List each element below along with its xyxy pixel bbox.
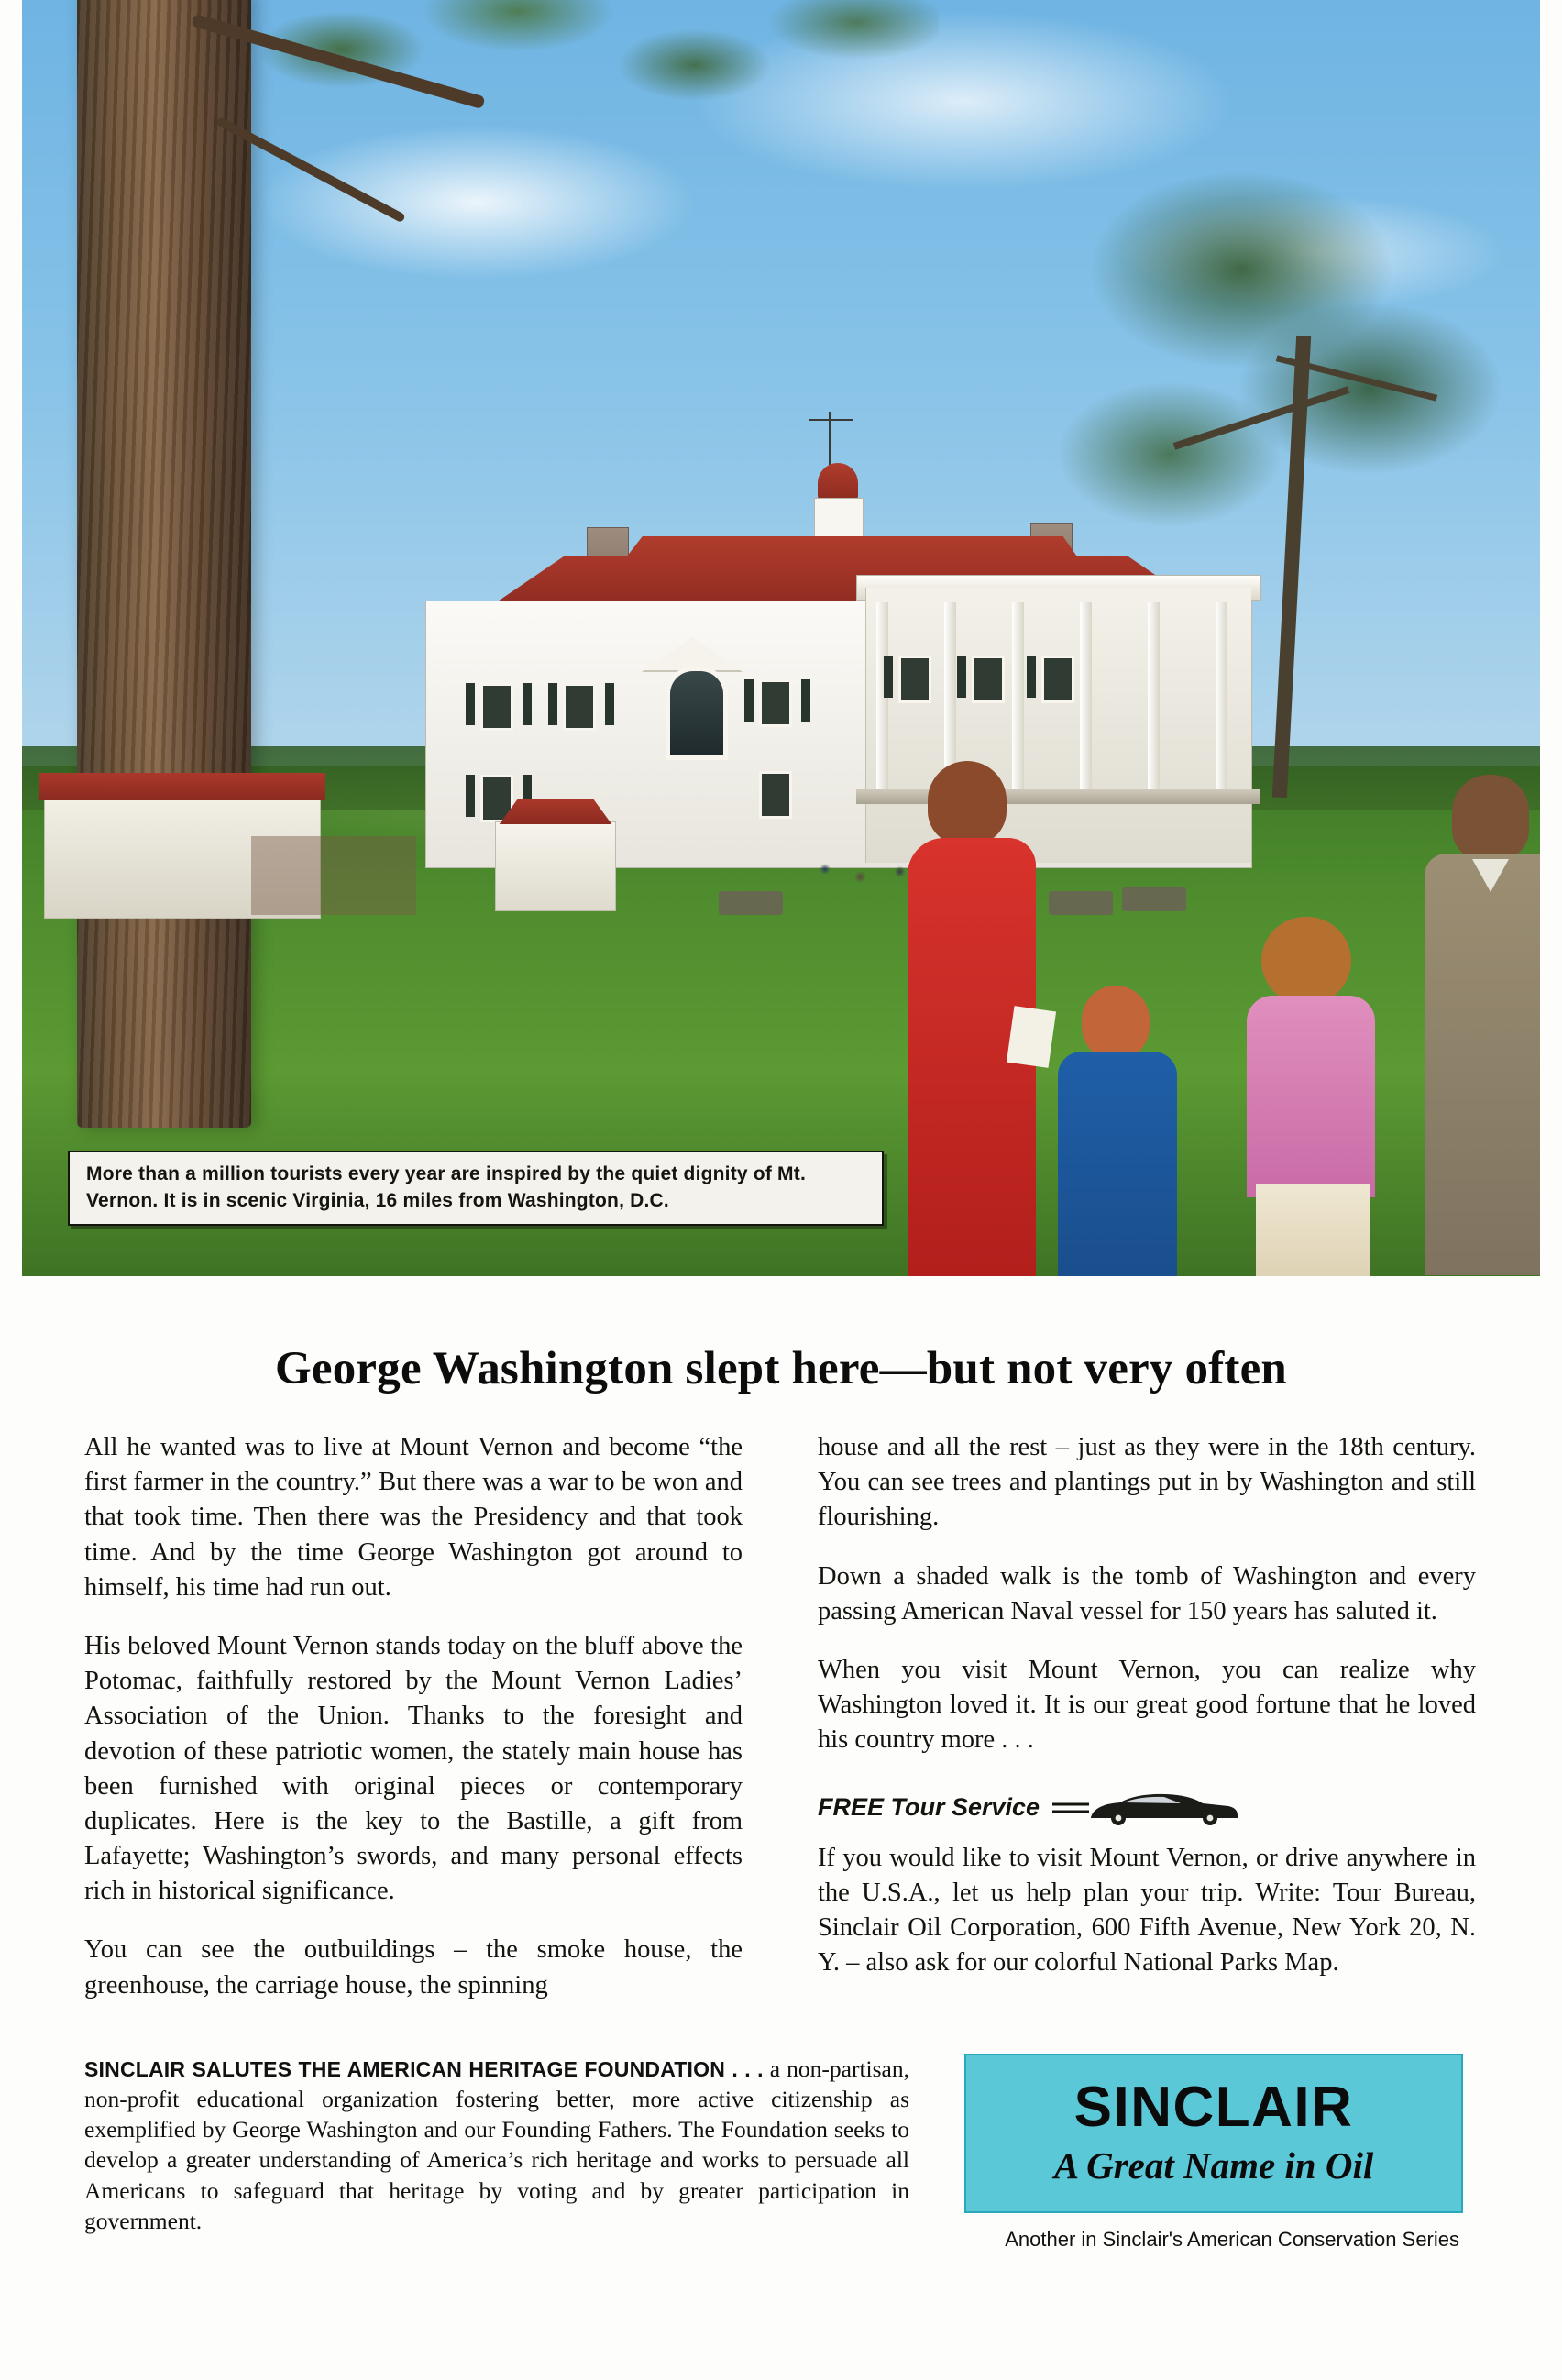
bench [719,891,783,915]
bench [1049,891,1113,915]
shutter [1027,656,1036,698]
small-outbuilding [495,821,616,911]
body-column-left [84,1430,742,2027]
portico-column [1148,602,1160,790]
arcade-walk [251,836,416,915]
window [759,679,792,727]
paragraph: Down a shaded walk is the tomb of Washington and every passing American Naval vessel for 150 years has saluted it. [818,1561,1476,1625]
window [972,656,1005,703]
shutter [548,683,557,725]
foreground-tree-trunk [77,0,251,1128]
photo-caption: More than a million tourists every year are inspired by the quiet dignity of Mt. Vernon. It is in scenic Virginia, 16 miles from Washington, D.C. [68,1151,884,1226]
palladian-window [666,667,728,760]
visitor-boy [1058,986,1177,1276]
shutter [957,656,966,698]
visitor-man [1424,775,1540,1274]
footer [84,2054,1478,2252]
free-tour-label: FREE Tour Service [818,1793,1040,1821]
shutter [466,775,475,817]
visitor-woman-in-red [902,761,1040,1274]
free-tour-paragraph: If you would like to visit Mount Vernon, or drive anywhere in the U.S.A., let us help plan your trip. Write: Tour Bureau, Sinclair Oil Corporation, 600 Fifth Avenue, New York 20, N. Y. – also ask for our colorful National Parks Map. [818,1843,1476,1978]
bench [1122,887,1186,911]
series-line: Another in Sinclair's American Conservation Series [1005,2228,1459,2251]
mount-vernon-photo [22,0,1540,1276]
paragraph: His beloved Mount Vernon stands today on the bluff above the Potomac, faithfully restored by the Mount Vernon Ladies’ Association of the Union. Thanks to the foresight and devotion of these patriotic women, the stately main house has been furnished with original pieces or contemporary duplicates. Here is the key to the Bastille, a gift from Lafayette; Washington’s swords, and many personal effects rich in historical significance. [84,1631,742,1906]
shutter [884,656,893,698]
window [563,683,596,731]
window [759,771,792,819]
window [1041,656,1074,703]
window [480,683,513,731]
weather-vane-icon [829,412,830,465]
overhanging-foliage [260,0,939,165]
paragraph: When you visit Mount Vernon, you can realize why Washington loved it. It is our great good fortune that he loved his country more . . . [818,1655,1476,1755]
sinclair-tagline: A Great Name in Oil [1053,2144,1374,2187]
body-column-right [818,1430,1476,2027]
visitor-girl [1241,917,1379,1276]
sinclair-wordmark: SINCLAIR [1073,2076,1354,2139]
heritage-foundation-body: a non-partisan, non-profit educational organization fostering better, more active citizenship as exemplified by George Washington and our Founding Fathers. The Foundation seeks to develop a greater understanding of America’s rich heritage and works to persuade all Americans to safeguard that heritage by voting and by greater participation in government. [84,2055,909,2234]
free-tour-service-heading [818,1790,1476,1826]
page-title: George Washington slept here—but not very often [275,1343,1287,1395]
shutter [744,679,754,722]
portico-column [1080,602,1092,790]
portico-column [1216,602,1227,790]
sinclair-logo [964,2054,1463,2213]
sinclair-logo-block [964,2054,1459,2252]
paragraph: You can see the outbuildings – the smoke house, the greenhouse, the carriage house, the spinning [84,1935,742,2000]
shutter [466,683,475,725]
paragraph: house and all the rest – just as they were in the 18th century. You can see trees and plantings put in by Washington and still flourishing. [818,1433,1476,1532]
shutter [801,679,810,722]
paragraph: All he wanted was to live at Mount Vernon and become “the first farmer in the country.” But there was a war to be won and that took time. Then there was the Presidency and that took time. And by the time George Washington got around to himself, his time had run out. [84,1433,742,1602]
car-icon [1052,1790,1245,1826]
shutter [605,683,614,725]
body-columns [84,1430,1478,2027]
window [898,656,931,703]
heritage-foundation-text [84,2054,909,2252]
shutter [522,683,532,725]
heritage-foundation-lead: SINCLAIR SALUTES THE AMERICAN HERITAGE FOUNDATION . . . [84,2057,764,2081]
